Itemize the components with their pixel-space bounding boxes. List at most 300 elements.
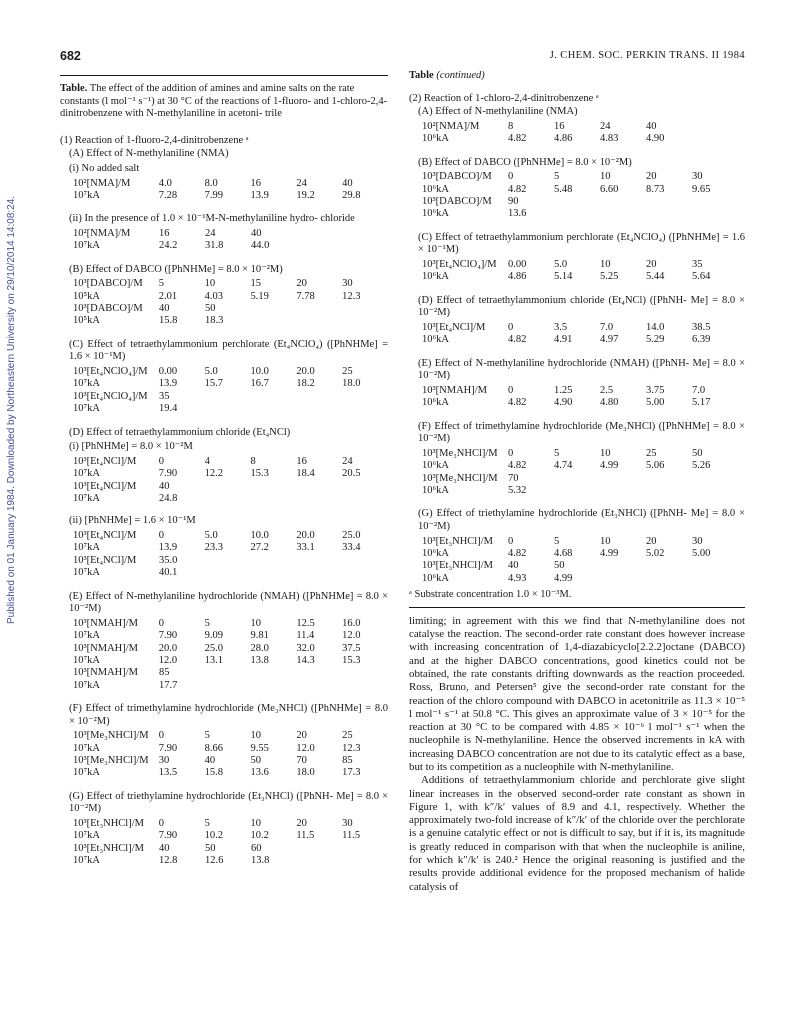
table-cell: 5.00 [692,547,711,559]
table-row [422,121,745,133]
table-row [73,818,388,830]
p2-data-table [422,448,745,473]
table-cell: 0 [508,535,514,547]
table-cell: 29.8 [342,189,361,201]
p1-data-table [73,730,388,755]
table-cell: 50 [205,842,216,854]
table-cell: 30 [158,755,170,767]
table-cell: 50 [692,447,703,459]
table-cell: 9.55 [250,742,269,754]
table-row [422,536,745,548]
table-cell: 0 [158,455,164,467]
table-cell: 14.3 [296,654,315,666]
table-cell: 4.82 [508,397,527,409]
table-cell: 4.90 [646,133,665,145]
table-cell: 38.5 [692,321,711,333]
p1-section-c-title: (C) Effect of tetraethylammonium perchlorate (Et₄NClO₄) ([PhNHMe] = 1.6 × 10⁻¹M) [69,338,388,363]
table-row [73,567,388,579]
row-label: 10³[NMAH]/M [422,384,487,396]
row-label: 10³[DABCO]/M [422,195,492,207]
row-label: 10⁷kA [73,767,100,779]
row-label: 10⁷kA [73,468,100,480]
table-cell: 12.3 [342,290,361,302]
row-label: 10³[Et₄NCl]/M [422,321,486,333]
row-label: 10²[NMA]/M [73,177,131,189]
table-cell: 85 [159,667,170,679]
table-cell: 27.2 [250,542,269,554]
table-caption [60,83,388,121]
journal-running-head: J. CHEM. SOC. PERKIN TRANS. II 1984 [549,50,745,61]
row-label: 10⁶kA [422,484,449,496]
table-cell: 20 [296,278,307,290]
table-cell: 7.0 [600,321,614,333]
table-continued-heading [409,70,745,83]
p1-data-table [73,530,388,555]
p1-section-d-i-title: (i) [PhNHMe] = 8.0 × 10⁻²M [69,441,193,453]
table-cell: 4.80 [600,397,619,409]
row-label: 10³[DABCO]/M [73,278,143,290]
row-label: 10³[Et₄NClO₄]/M [73,366,148,378]
table-row [73,743,388,755]
p1-data-table [73,755,388,780]
table-cell: 4.91 [554,334,573,346]
table-cell: 44.0 [251,240,270,252]
p1-data-table [73,667,388,692]
table-row [73,630,388,642]
row-label: 10²[NMA]/M [73,227,131,239]
p2-data-table [422,536,745,561]
row-label: 10⁶kA [422,460,449,472]
table-cell: 11.4 [296,630,315,642]
table-cell: 50 [554,560,565,572]
table-continued-note: (continued) [436,70,485,81]
p2-data-table [422,171,745,196]
p2-section-b-title: (B) Effect of DABCO ([PhNHMe] = 8.0 × 10⁻²M) [418,156,632,168]
row-label: 10³[NMAH]/M [73,617,138,629]
table-cell: 3.75 [646,384,665,396]
table-cell: 12.6 [205,855,224,867]
table-row [422,397,745,409]
table-row [422,385,745,397]
p1-section-f-title: (F) Effect of trimethylamine hydrochloride (Me₃NHCl) ([PhNHMe] = 8.0 × 10⁻²M) [69,703,388,727]
row-label: 10³[Me₃NHCl]/M [422,447,498,459]
table-cell: 20.5 [342,468,361,480]
table-cell: 10 [250,730,261,742]
p1-data-table [73,456,388,481]
table-cell: 16 [250,177,261,189]
table-cell: 40 [204,755,216,767]
table-cell: 12.2 [204,468,223,480]
table-cell: 12.5 [296,617,315,629]
table-cell: 16 [554,120,565,132]
p1-section-e-title: (E) Effect of N-methylaniline hydrochloride (NMAH) ([PhNHMe] = 8.0 × 10⁻²M) [69,590,388,615]
table-row [73,655,388,667]
table-cell: 16 [296,455,307,467]
table-cell: 13.8 [250,654,269,666]
table-cell: 13.9 [250,189,269,201]
page-number: 682 [60,49,81,63]
body-paragraph: Additions of tetraethylammonium chloride and perchlorate give slight linear increases in the observed second-order rate constant as shown in Figure 1, with k″/k′ values of 8.9 and 4.1, respectively. Whether the approximately two-fold increase of k″/k′ of the chloride over the perchlorate is a genuine catalytic effect or not is difficult to say, but if it is, its magnitude is greatly reduced in comparison with that when the nucleophile is aniline, for which k″/k′ is 240.² Hence the original reasoning is justified and the results provide additional evidence for the proposed mechanism of halide catalysis of [409,774,745,893]
table-row [73,843,388,855]
body-text [409,615,745,894]
p2-section-a-title: (A) Effect of N-methylaniline (NMA) [418,106,578,118]
row-label: 10⁷kA [73,542,100,554]
download-notice: Published on 01 January 1984. Downloaded by Northeastern University on 29/10/2014 14:08:24. [6,195,17,625]
table-cell: 4.82 [508,133,527,145]
table-cell: 60 [251,842,262,854]
table-row [73,530,388,542]
table-row [73,240,388,252]
table-cell: 12.0 [342,630,361,642]
table-cell: 5 [204,730,210,742]
table-cell: 10.0 [250,529,269,541]
table-row [73,456,388,468]
p2-section-f-title: (F) Effect of trimethylamine hydrochloride (Me₃NHCl) ([PhNHMe] = 8.0 × 10⁻²M) [418,420,745,445]
table-row [73,493,388,505]
table-cell: 5.06 [646,460,665,472]
table-cell: 13.8 [251,855,270,867]
p2-data-table [422,385,745,410]
table-cell: 10 [204,278,216,290]
table-cell: 7.78 [296,290,315,302]
table-cell: 1.25 [554,384,573,396]
table-cell: 50 [250,755,261,767]
table-row [422,448,745,460]
row-label: 10⁷kA [73,492,100,504]
table-row [422,560,745,572]
table-cell: 4.86 [554,133,573,145]
p1-data-table [73,618,388,643]
row-label: 10³[Et₃NHCl]/M [422,535,493,547]
table-cell: 15.8 [204,767,223,779]
table-cell: 13.6 [250,767,269,779]
table-continued-label: Table [409,70,434,81]
table-cell: 2.01 [158,290,178,302]
table-cell: 8.66 [204,742,223,754]
table-row [73,730,388,742]
table-cell: 5 [554,535,560,547]
p1-data-table [73,228,388,253]
table-cell: 4.68 [554,547,573,559]
row-label: 10⁶kA [422,208,449,220]
row-label: 10⁶kA [422,133,449,145]
table-cell: 5 [158,278,164,290]
table-cell: 4.82 [508,183,527,195]
row-label: 10⁷kA [73,189,100,201]
row-label: 10⁶kA [422,183,449,195]
table-end-rule [409,607,745,608]
table-cell: 8 [508,120,514,132]
row-label: 10⁶kA [422,334,449,346]
table-cell: 18.4 [296,468,315,480]
top-rule [60,75,388,76]
table-cell: 20 [646,171,657,183]
table-cell: 5 [554,171,560,183]
row-label: 10⁶kA [422,572,449,584]
table-cell: 5.29 [646,334,665,346]
row-label: 10³[Et₄NCl]/M [73,554,137,566]
row-label: 10³[NMAH]/M [73,642,138,654]
table-cell: 35 [692,258,703,270]
table-cell: 24 [342,455,353,467]
row-label: 10³[Me₃NHCl]/M [422,472,498,484]
table-cell: 10 [600,447,611,459]
table-cell: 4.0 [158,177,172,189]
table-cell: 16 [159,227,170,239]
table-row [73,391,388,403]
p1-data-table [73,178,388,203]
p1-section-d-ii-title: (ii) [PhNHMe] = 1.6 × 10⁻¹M [69,515,196,527]
table-row [422,322,745,334]
row-label: 10³[Et₄NClO₄]/M [422,258,497,270]
table-row [73,767,388,779]
table-row [422,548,745,560]
table-cell: 9.65 [692,183,711,195]
table-cell: 85 [342,755,353,767]
table-cell: 0 [158,730,164,742]
table-cell: 10.2 [204,830,223,842]
table-row [73,542,388,554]
table-cell: 7.99 [204,189,223,201]
table-cell: 16.0 [342,617,361,629]
table-cell: 24.8 [159,492,178,504]
table-cell: 20 [646,535,657,547]
table-cell: 6.39 [692,334,711,346]
row-label: 10³[Et₄NCl]/M [73,529,137,541]
table-cell: 4.82 [508,547,527,559]
table-cell: 12.3 [342,742,361,754]
row-label: 10³[DABCO]/M [422,171,492,183]
table-cell: 5.0 [204,529,218,541]
table-cell: 12.0 [158,654,178,666]
row-label: 10³[DABCO]/M [73,303,143,315]
row-label: 10⁷kA [73,403,100,415]
table-cell: 17.3 [342,767,361,779]
table-cell: 10.2 [250,830,269,842]
table-cell: 35.0 [159,554,178,566]
row-label: 10³[Et₄NCl]/M [73,480,137,492]
table-row [73,278,388,290]
table-cell: 28.0 [250,642,269,654]
table-row [422,259,745,271]
table-cell: 18.2 [296,378,315,390]
table-row [73,291,388,303]
table-cell: 40 [646,120,657,132]
table-cell: 50 [205,303,216,315]
table-cell: 4.82 [508,334,527,346]
table-cell: 7.28 [158,189,178,201]
table-cell: 8.73 [646,183,665,195]
table-cell: 4 [204,455,210,467]
table-cell: 5.25 [600,271,619,283]
row-label: 10⁵kA [73,315,100,327]
table-cell: 4.99 [554,572,573,584]
table-cell: 2.5 [600,384,614,396]
table-cell: 0 [158,617,164,629]
table-cell: 40 [251,227,262,239]
table-cell: 25.0 [342,529,361,541]
table-cell: 13.6 [508,208,527,220]
table-cell: 25 [342,730,353,742]
table-cell: 5.0 [554,258,568,270]
table-row [73,190,388,202]
table-row [422,196,745,208]
table-footnote: ᵃ Substrate concentration 1.0 × 10⁻³M. [409,589,572,601]
table-cell: 5.26 [692,460,711,472]
table-cell: 20 [296,818,307,829]
p1-data-table [73,481,388,506]
table-row [422,271,745,283]
table-cell: 13.9 [158,378,178,390]
table-cell: 25 [646,447,657,459]
table-cell: 70 [508,472,519,484]
row-label: 10⁷kA [73,567,100,579]
table-row [73,555,388,567]
row-label: 10³[Et₃NHCl]/M [73,818,144,829]
table-cell: 0.00 [508,258,527,270]
table-cell: 0 [508,447,514,459]
table-cell: 9.81 [250,630,269,642]
table-cell: 4.86 [508,271,527,283]
p1-section-d-title: (D) Effect of tetraethylammonium chloride (Et₄NCl) [69,426,291,438]
p1-section-a-ii-title: (ii) In the presence of 1.0 × 10⁻¹M-N-methylaniline hydro- chloride [69,213,355,225]
table-cell: 30 [692,171,703,183]
table-cell: 12.0 [296,742,315,754]
row-label: 10³[NMAH]/M [73,667,138,679]
table-cell: 3.5 [554,321,568,333]
table-cell: 10 [600,535,611,547]
p1-data-table [73,555,388,580]
table-cell: 15 [250,278,261,290]
table-cell: 24 [600,120,611,132]
table-cell: 10 [250,617,261,629]
table-cell: 40 [342,177,353,189]
table-cell: 7.0 [692,384,706,396]
table-cell: 5 [204,617,210,629]
table-cell: 0.00 [158,366,178,378]
table-row [73,830,388,842]
table-cell: 5.0 [204,366,218,378]
table-cell: 6.60 [600,183,619,195]
table-cell: 7.90 [158,468,178,480]
table-cell: 4.99 [600,547,619,559]
p1-section-g-title: (G) Effect of triethylamine hydrochloride (Et₃NHCl) ([PhNH- Me] = 8.0 × 10⁻²M) [69,790,388,815]
row-label: 10²[NMA]/M [422,120,480,132]
table-cell: 4.83 [600,133,619,145]
table-cell: 4.03 [204,290,223,302]
table-cell: 0 [508,171,514,183]
table-cell: 5.14 [554,271,573,283]
table-cell: 11.5 [296,830,315,842]
p1-section-a-i-title: (i) No added salt [69,162,140,174]
table-cell: 10 [250,818,261,829]
table-row [422,485,745,497]
p1-section-a-title: (A) Effect of N-methylaniline (NMA) [69,148,229,160]
table-cell: 15.8 [159,315,178,327]
row-label: 10⁶kA [422,547,449,559]
row-label: 10⁷kA [73,630,100,642]
table-cell: 5.32 [508,484,527,496]
row-label: 10⁷kA [73,654,100,666]
part2-title: (2) Reaction of 1-chloro-2,4-dinitrobenzene ᵃ [409,92,599,104]
p2-section-d-title: (D) Effect of tetraethylammonium chloride (Et₄NCl) ([PhNH- Me] = 8.0 × 10⁻²M) [418,294,745,319]
table-cell: 10 [600,171,611,183]
table-cell: 40 [508,560,519,572]
table-cell: 4.82 [508,460,527,472]
table-label: Table. [60,83,88,94]
table-cell: 30 [692,535,703,547]
table-cell: 15.3 [250,468,269,480]
p2-data-table [422,560,745,585]
table-row [73,178,388,190]
p2-data-table [422,473,745,498]
table-cell: 40 [159,842,170,854]
table-cell: 25.0 [204,642,223,654]
table-cell: 18.0 [342,378,361,390]
table-cell: 20.0 [296,529,315,541]
table-row [73,468,388,480]
row-label: 10³[Me₃NHCl]/M [73,730,149,742]
table-cell: 4.93 [508,572,527,584]
p2-data-table [422,196,745,221]
table-cell: 13.5 [158,767,178,779]
table-cell: 37.5 [342,642,361,654]
p2-data-table [422,259,745,284]
table-cell: 18.3 [205,315,224,327]
row-label: 10³[Et₃NHCl]/M [422,560,493,572]
table-cell: 5.17 [692,397,711,409]
row-label: 10⁷kA [73,742,100,754]
table-cell: 24.2 [159,240,178,252]
table-row [422,473,745,485]
row-label: 10⁷kA [73,378,100,390]
p2-section-g-title: (G) Effect of triethylamine hydrochloride (Et₃NHCl) ([PhNH- Me] = 8.0 × 10⁻²M) [418,508,745,532]
table-cell: 40.1 [159,567,178,579]
left-column [60,70,388,868]
table-cell: 7.90 [158,742,178,754]
table-cell: 4.99 [600,460,619,472]
row-label: 10⁷kA [73,679,100,691]
table-cell: 18.0 [296,767,315,779]
body-paragraph: limiting; in agreement with this we find that N-methylaniline does not catalyse the reaction. The second-order rate constant does however increase with increasing concentration of 1,4-diazabicyclo[2.2.2]octane (DABCO) and at the higher DABCO concentrations, good kinetics could not be obtained, the rate constants drifting downwards as the reaction proceeded. Ross, Bruno, and Petersen⁵ give the second-order rate constant for the reaction of the chloro compound with DABCO in acetonitrile as 11.3 × 10⁻⁵ l mol⁻¹ s⁻¹ at 50.8 °C. This gives an approximate value of 3 × 10⁻⁵ for the reaction at 30 °C to be compared with 4.85 × 10⁻⁶ l mol⁻¹ s⁻¹ when the nucleophile is N-methylaniline. Hence the observed increments in kA with increasing DABCO concentration are not due to its catalytic effect as a base, but to its competition as a nucleophile with N-methylaniline. [409,614,745,773]
table-cell: 9.09 [204,630,223,642]
p1-data-table [73,843,388,868]
table-cell: 35 [159,390,170,402]
p2-section-e-title: (E) Effect of N-methylaniline hydrochloride (NMAH) ([PhNH- Me] = 8.0 × 10⁻²M) [418,357,745,382]
table-row [73,481,388,493]
right-column [409,70,745,894]
table-cell: 19.4 [159,403,178,415]
table-cell: 13.9 [158,542,178,554]
table-cell: 5 [554,447,560,459]
row-label: 10⁵kA [73,290,100,302]
table-cell: 20 [646,258,657,270]
table-row [73,618,388,630]
row-label: 10³[Et₄NCl]/M [73,455,137,467]
table-cell: 40 [159,480,170,492]
table-cell: 5.00 [646,397,665,409]
table-cell: 19.2 [296,189,315,201]
table-cell: 7.90 [158,830,178,842]
table-cell: 31.8 [205,240,224,252]
table-cell: 20.0 [158,642,178,654]
p1-data-table [73,303,388,328]
row-label: 10⁷kA [73,830,100,842]
table-cell: 33.1 [296,542,315,554]
table-row [73,315,388,327]
table-cell: 12.8 [159,855,178,867]
table-cell: 5.64 [692,271,711,283]
